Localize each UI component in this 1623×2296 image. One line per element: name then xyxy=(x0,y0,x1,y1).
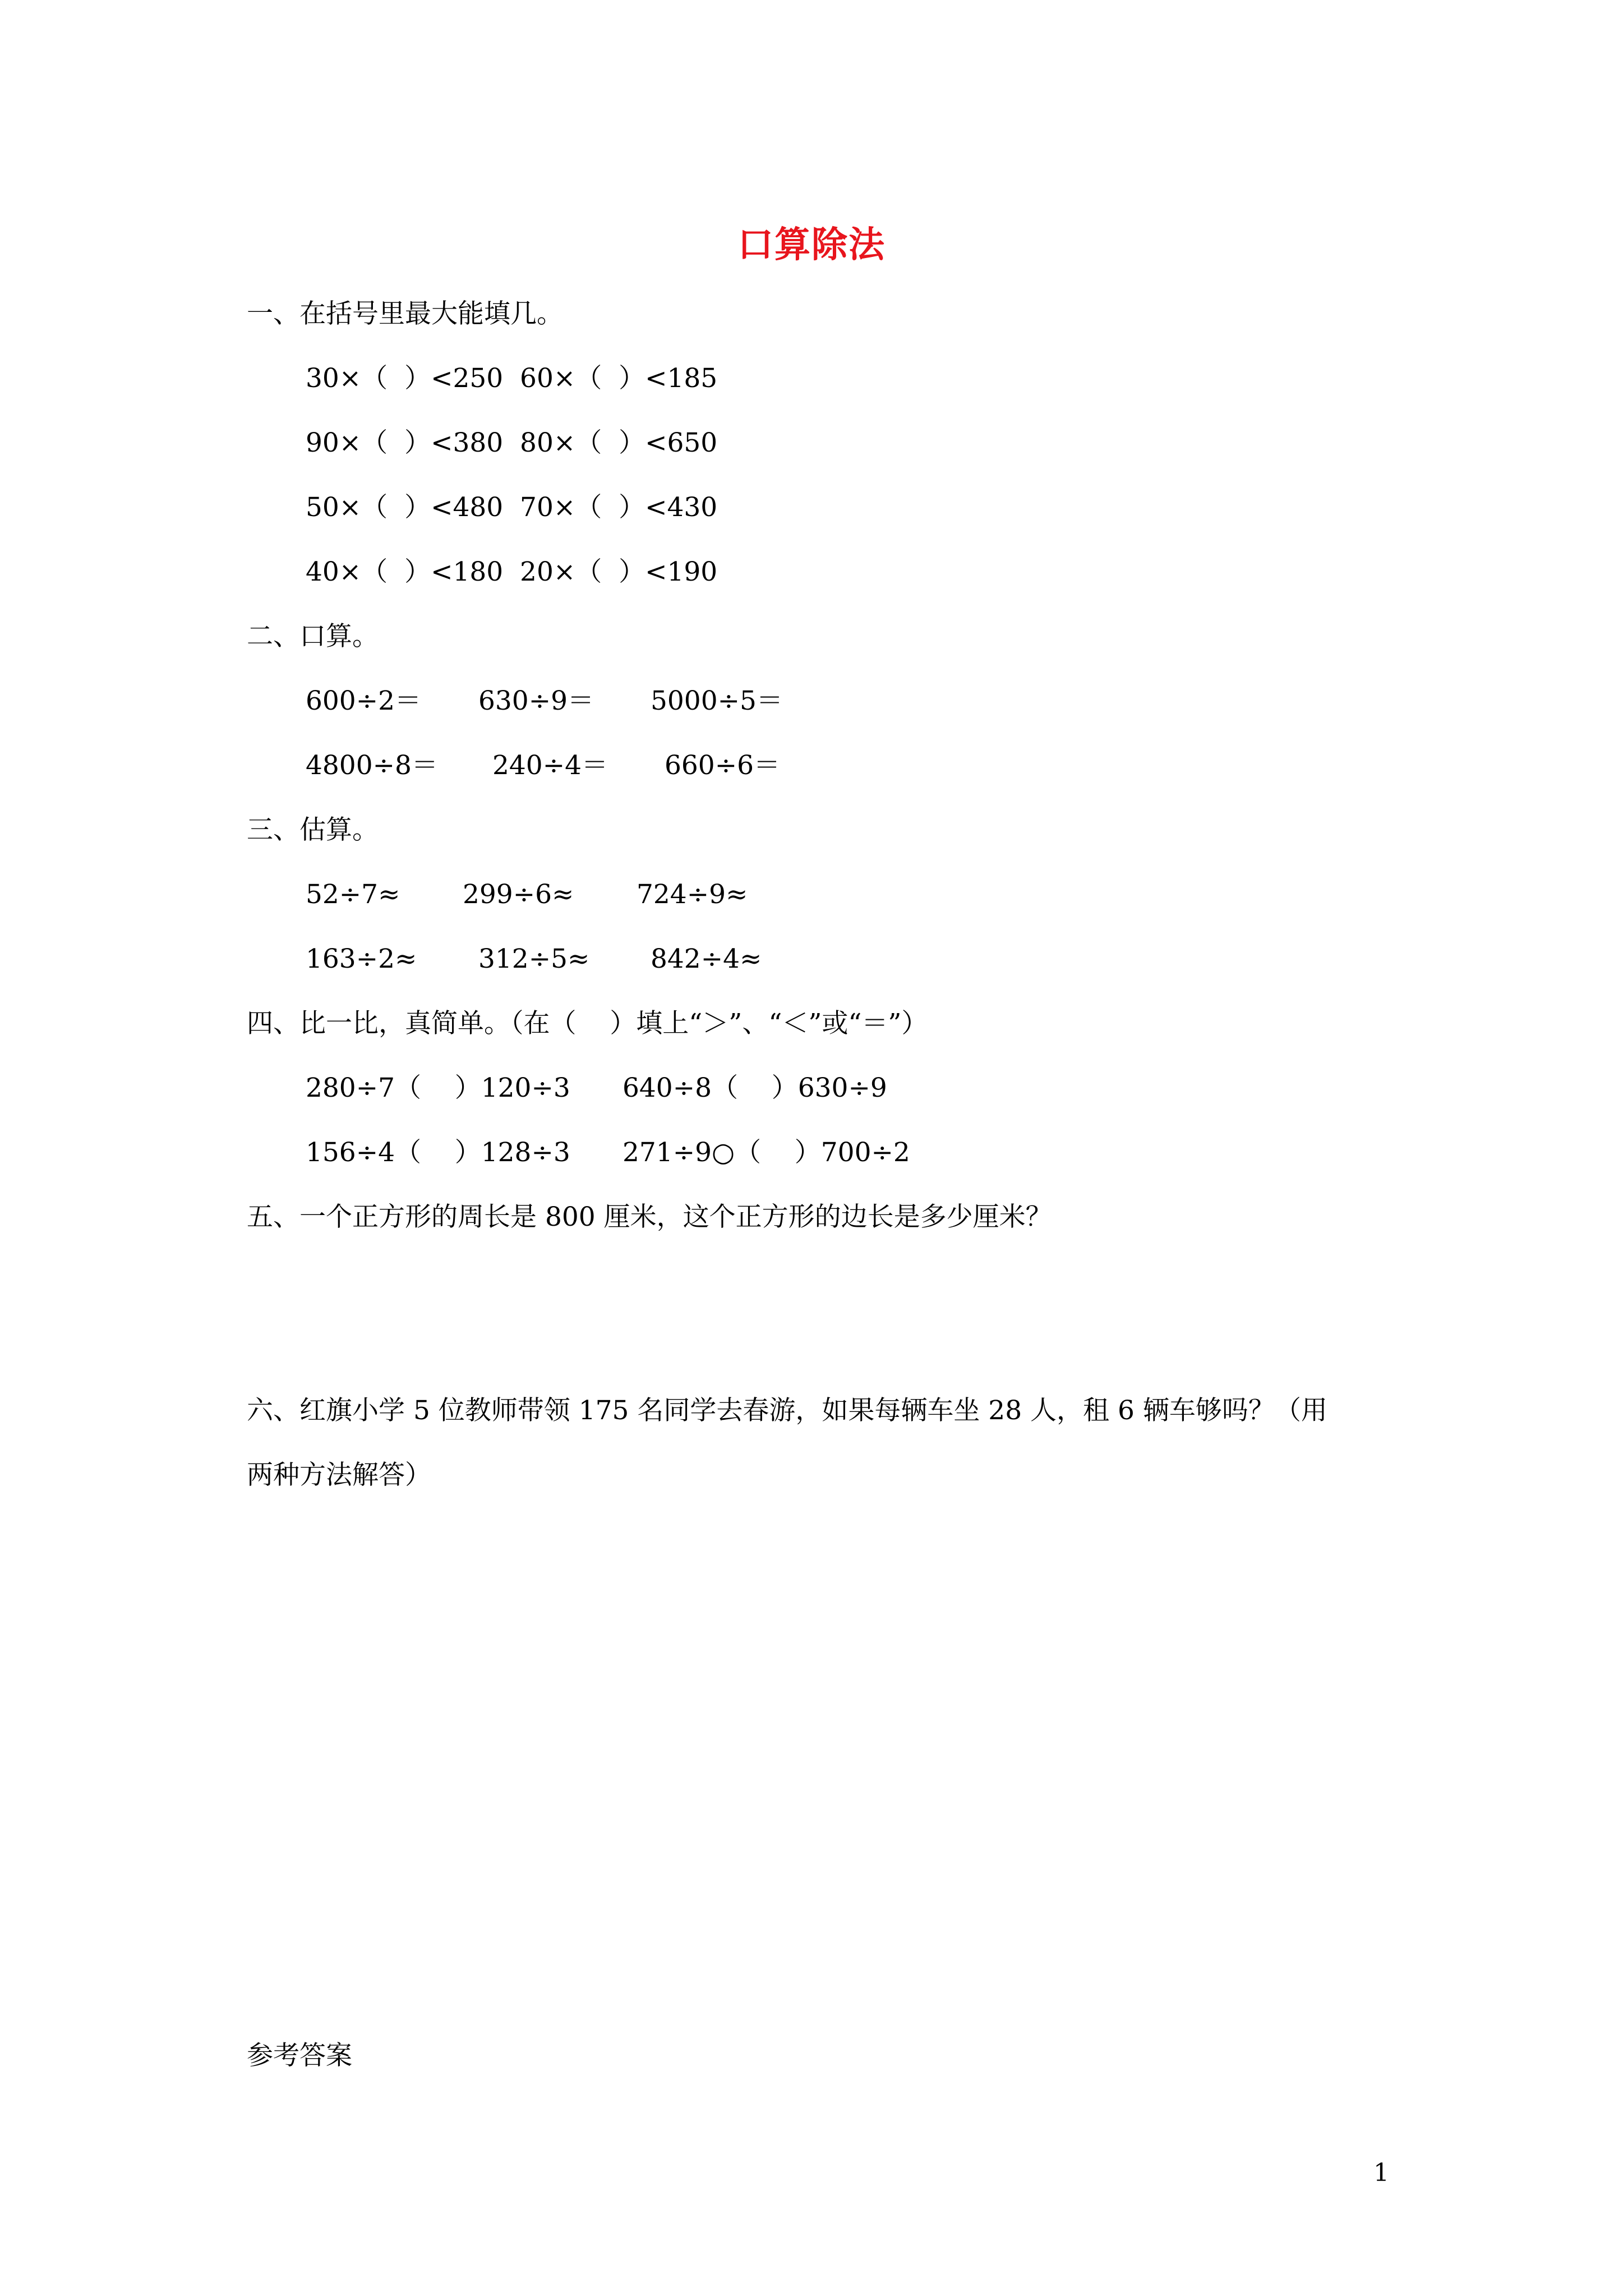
section-1-row-2: 90×（ ）<380 80×（ ）<650 xyxy=(306,427,718,458)
section-3-problem: 312÷5≈ xyxy=(478,944,590,974)
section-3-problem: 842÷4≈ xyxy=(651,944,762,974)
section-2-problem: 630÷9＝ xyxy=(478,685,594,716)
section-4-heading: 四、比一比，真简单。（在（ ）填上“＞”、“＜”或“＝”） xyxy=(247,1008,928,1039)
section-4-problem: 640÷8（ ）630÷9 xyxy=(623,1073,887,1103)
section-2-heading: 二、口算。 xyxy=(247,621,379,652)
section-1-row-4: 40×（ ）<180 20×（ ）<190 xyxy=(306,556,718,587)
section-4-problem: 156÷4（ ）128÷3 xyxy=(306,1137,570,1168)
section-2-problem: 5000÷5＝ xyxy=(651,685,783,716)
answers-label: 参考答案 xyxy=(247,2040,352,2071)
section-1-heading: 一、在括号里最大能填几。 xyxy=(247,298,563,329)
section-1-row-1: 30×（ ）<250 60×（ ）<185 xyxy=(306,363,718,394)
section-2-problem: 600÷2＝ xyxy=(306,685,421,716)
section-2-problem: 240÷4＝ xyxy=(492,750,608,781)
section-6-heading: 六、红旗小学 5 位教师带领 175 名同学去春游，如果每辆车坐 28 人，租 6 辆车够吗？（用 xyxy=(247,1395,1327,1426)
section-2-problem: 4800÷8＝ xyxy=(306,750,438,781)
section-3-problem: 299÷6≈ xyxy=(463,879,574,910)
section-6-heading-continued: 两种方法解答） xyxy=(247,1460,431,1490)
section-3-problem: 724÷9≈ xyxy=(637,879,748,910)
section-3-problem: 52÷7≈ xyxy=(306,879,400,910)
page-title: 口算除法 xyxy=(737,224,886,266)
page-number: 1 xyxy=(1373,2159,1389,2187)
section-4-problem: 280÷7（ ）120÷3 xyxy=(306,1073,570,1103)
section-3-problem: 163÷2≈ xyxy=(306,944,417,974)
section-1-row-3: 50×（ ）<480 70×（ ）<430 xyxy=(306,492,718,523)
section-3-heading: 三、估算。 xyxy=(247,815,379,845)
section-2-problem: 660÷6＝ xyxy=(665,750,780,781)
section-4-problem: 271÷9○（ ）700÷2 xyxy=(623,1137,910,1168)
section-5-heading: 五、一个正方形的周长是 800 厘米，这个正方形的边长是多少厘米？ xyxy=(247,1202,1052,1232)
